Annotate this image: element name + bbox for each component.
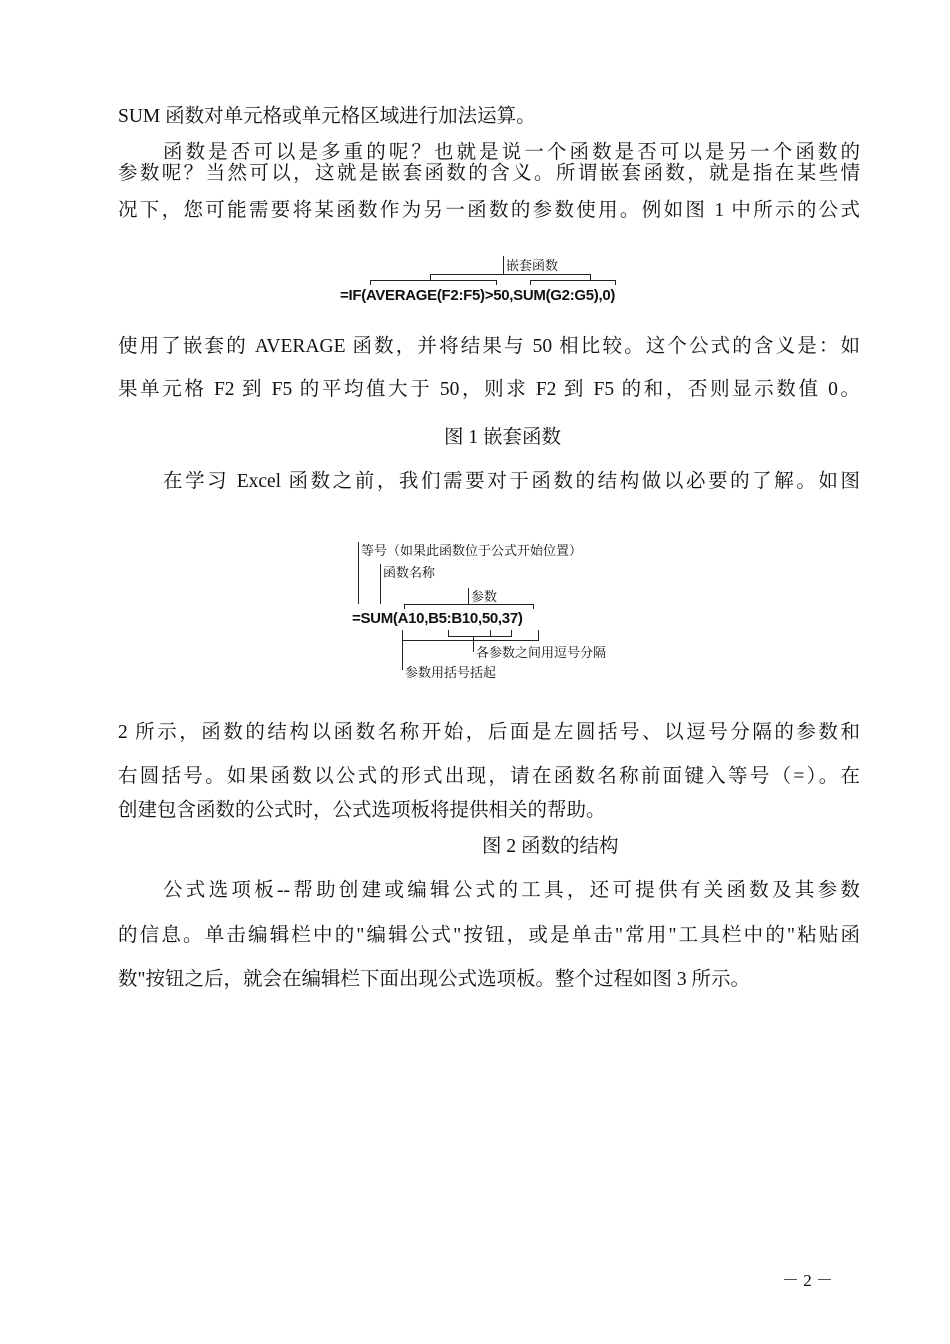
nested-function-label: 嵌套函数 [506,258,559,273]
sum-formula: =SUM(A10,B5:B10,50,37) [352,610,523,627]
paragraph-4-line-1: 在学习 Excel 函数之前，我们需要对于函数的结构做以必要的了解。如图 [163,471,860,492]
bracket-sum [530,280,616,281]
comma-separator-label: 各参数之间用逗号分隔 [476,645,607,660]
paragraph-2-line-1: 函数是否可以是多重的呢？也就是说一个函数是否可以是另一个函数的 [163,142,860,163]
args-pointer-line [468,588,469,604]
figure-2-function-structure-diagram [352,538,642,688]
figure-1-caption: 图 1 嵌套函数 [444,427,562,448]
equals-pointer-line [358,542,359,604]
paragraph-6-line-2: 的信息。单击编辑栏中的"编辑公式"按钮，或是单击"常用"工具栏中的"粘贴函 [118,925,860,946]
figure-2-caption: 图 2 函数的结构 [482,836,619,857]
paragraph-6-line-1: 公式选项板--帮助创建或编辑公式的工具，还可提供有关函数及其参数 [163,880,860,901]
open-paren-tick [402,630,403,640]
outer-bracket-top [430,274,591,275]
paragraph-5-line-2: 右圆括号。如果函数以公式的形式出现，请在函数名称前面键入等号（=）。在 [118,766,860,787]
paragraph-3-line-2: 果单元格 F2 到 F5 的平均值大于 50，则求 F2 到 F5 的和，否则显示数值 0。 [118,379,860,400]
name-pointer-line [380,564,381,604]
bracket-average-left [370,280,371,285]
parentheses-label: 参数用括号括起 [405,665,497,680]
comma-connector [448,636,512,637]
paragraph-5-line-1: 2 所示，函数的结构以函数名称开始，后面是左圆括号、以逗号分隔的参数和 [118,722,860,743]
bracket-average-right [496,280,497,285]
args-bracket-right [533,604,534,609]
bracket-sum-left [530,280,531,285]
figure-1-nested-function-diagram [340,250,660,310]
bracket-sum-right [615,280,616,285]
paren-connector [402,640,539,641]
function-name-label: 函数名称 [383,565,436,580]
page-number: － 2 － [782,1271,833,1290]
nested-formula: =IF(AVERAGE(F2:F5)>50,SUM(G2:G5),0) [340,287,616,304]
args-bracket-left [404,604,405,609]
args-bracket [404,604,534,605]
paragraph-2-line-2: 参数呢？当然可以，这就是嵌套函数的含义。所谓嵌套函数，就是指在某些情 [118,163,860,184]
equals-label: 等号（如果此函数位于公式开始位置） [361,543,583,558]
label-pointer-line [503,256,504,274]
paragraph-1-line-1: SUM 函数对单元格或单元格区域进行加法运算。 [118,106,536,127]
paragraph-2-line-3: 况下，您可能需要将某函数作为另一函数的参数使用。例如图 1 中所示的公式 [118,200,860,221]
close-paren-tick [538,630,539,640]
bracket-average [370,280,497,281]
paren-pointer-line [402,640,403,670]
paragraph-5-line-3: 创建包含函数的公式时，公式选项板将提供相关的帮助。 [118,800,606,821]
comma-pointer-line [473,636,474,652]
arguments-label: 参数 [471,589,498,604]
paragraph-3-line-1: 使用了嵌套的 AVERAGE 函数，并将结果与 50 相比较。这个公式的含义是：如 [118,336,860,357]
paragraph-6-line-3: 数"按钮之后，就会在编辑栏下面出现公式选项板。整个过程如图 3 所示。 [118,969,750,990]
